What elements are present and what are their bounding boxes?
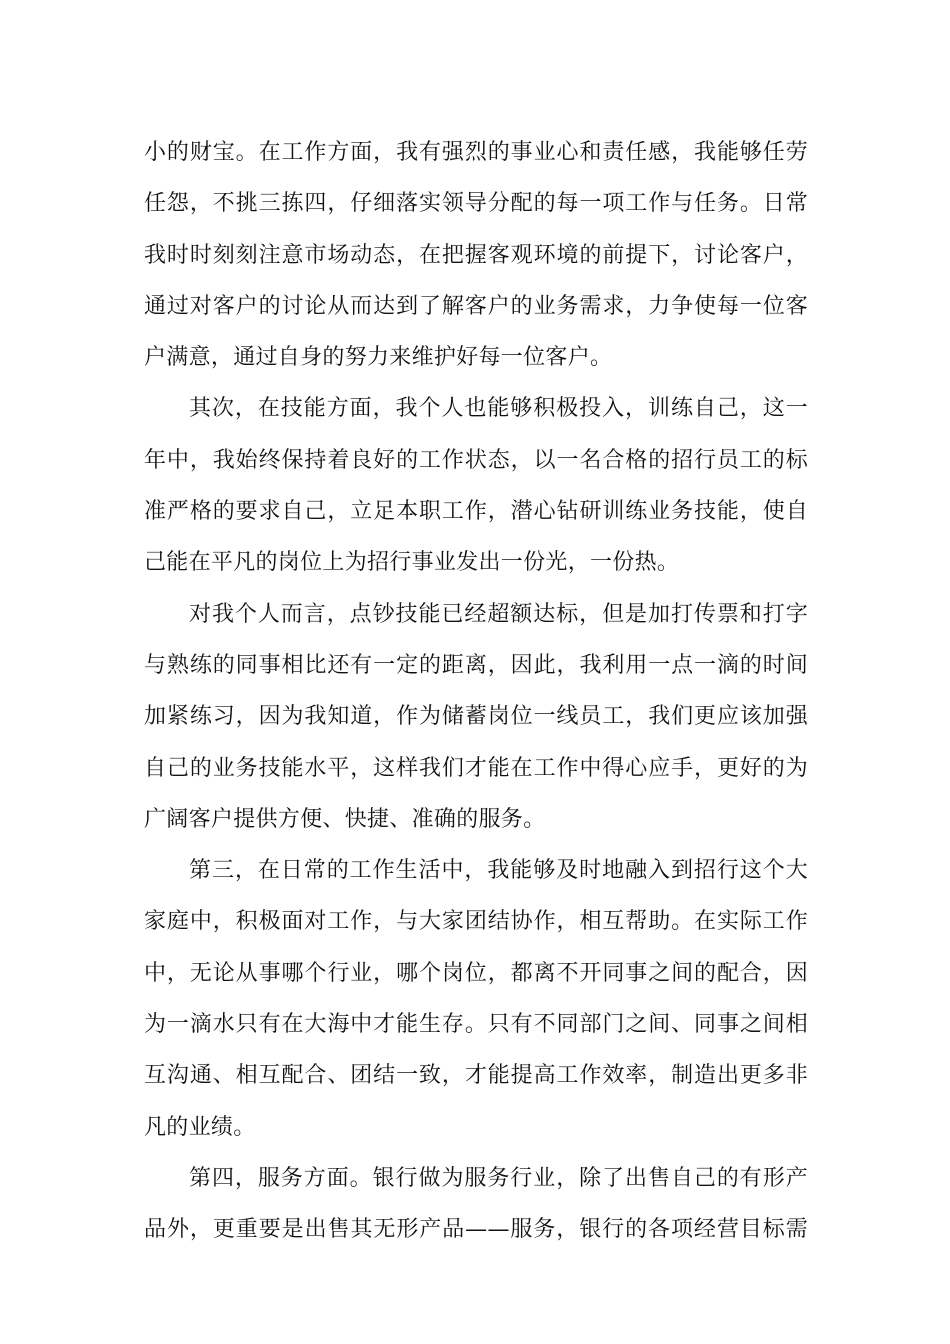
text-line: 互沟通、相互配合、团结一致，才能提高工作效率，制造出更多非 (144, 1063, 808, 1089)
text-line: 第三，在日常的工作生活中，我能够及时地融入到招行这个大 (189, 858, 808, 884)
text-line: 第四，服务方面。银行做为服务行业，除了出售自己的有形产 (189, 1165, 808, 1191)
text-line: 任怨，不挑三拣四，仔细落实领导分配的每一项工作与任务。日常 (144, 191, 808, 217)
text-line: 己能在平凡的岗位上为招行事业发出一份光，一份热。 (144, 550, 680, 576)
text-line: 对我个人而言，点钞技能已经超额达标，但是加打传票和打字 (189, 601, 808, 627)
text-line: 准严格的要求自己，立足本职工作，潜心钻研训练业务技能，使自 (144, 499, 808, 525)
text-line: 小的财宝。在工作方面，我有强烈的事业心和责任感，我能够任劳 (144, 140, 808, 165)
text-line: 家庭中，积极面对工作，与大家团结协作，相互帮助。在实际工作 (144, 909, 808, 935)
text-line: 中，无论从事哪个行业，哪个岗位，都离不开同事之间的配合，因 (144, 960, 808, 986)
paragraph (144, 383, 808, 588)
text-line: 通过对客户的讨论从而达到了解客户的业务需求，力争使每一位客 (144, 293, 808, 319)
text-line: 加紧练习，因为我知道，作为储蓄岗位一线员工，我们更应该加强 (144, 704, 808, 730)
paragraph (144, 589, 808, 845)
text-line: 品外，更重要是出售其无形产品——服务，银行的各项经营目标需 (144, 1217, 808, 1243)
text-line: 为一滴水只有在大海中才能生存。只有不同部门之间、同事之间相 (144, 1012, 808, 1038)
paragraph (144, 845, 808, 1153)
paragraph (144, 127, 808, 383)
text-line: 年中，我始终保持着良好的工作状态，以一名合格的招行员工的标 (144, 447, 808, 473)
text-line: 我时时刻刻注意市场动态，在把握客观环境的前提下，讨论客户， (144, 242, 808, 268)
paragraph (144, 1153, 808, 1256)
text-line: 凡的业绩。 (144, 1114, 256, 1140)
body-text (144, 127, 808, 1256)
text-line: 其次，在技能方面，我个人也能够积极投入，训练自己，这一 (189, 396, 808, 422)
text-line: 广阔客户提供方便、快捷、准确的服务。 (144, 806, 546, 832)
text-line: 户满意，通过自身的努力来维护好每一位客户。 (144, 345, 613, 371)
text-line: 与熟练的同事相比还有一定的距离，因此，我利用一点一滴的时间 (144, 652, 808, 678)
text-line: 自己的业务技能水平，这样我们才能在工作中得心应手，更好的为 (144, 755, 808, 781)
